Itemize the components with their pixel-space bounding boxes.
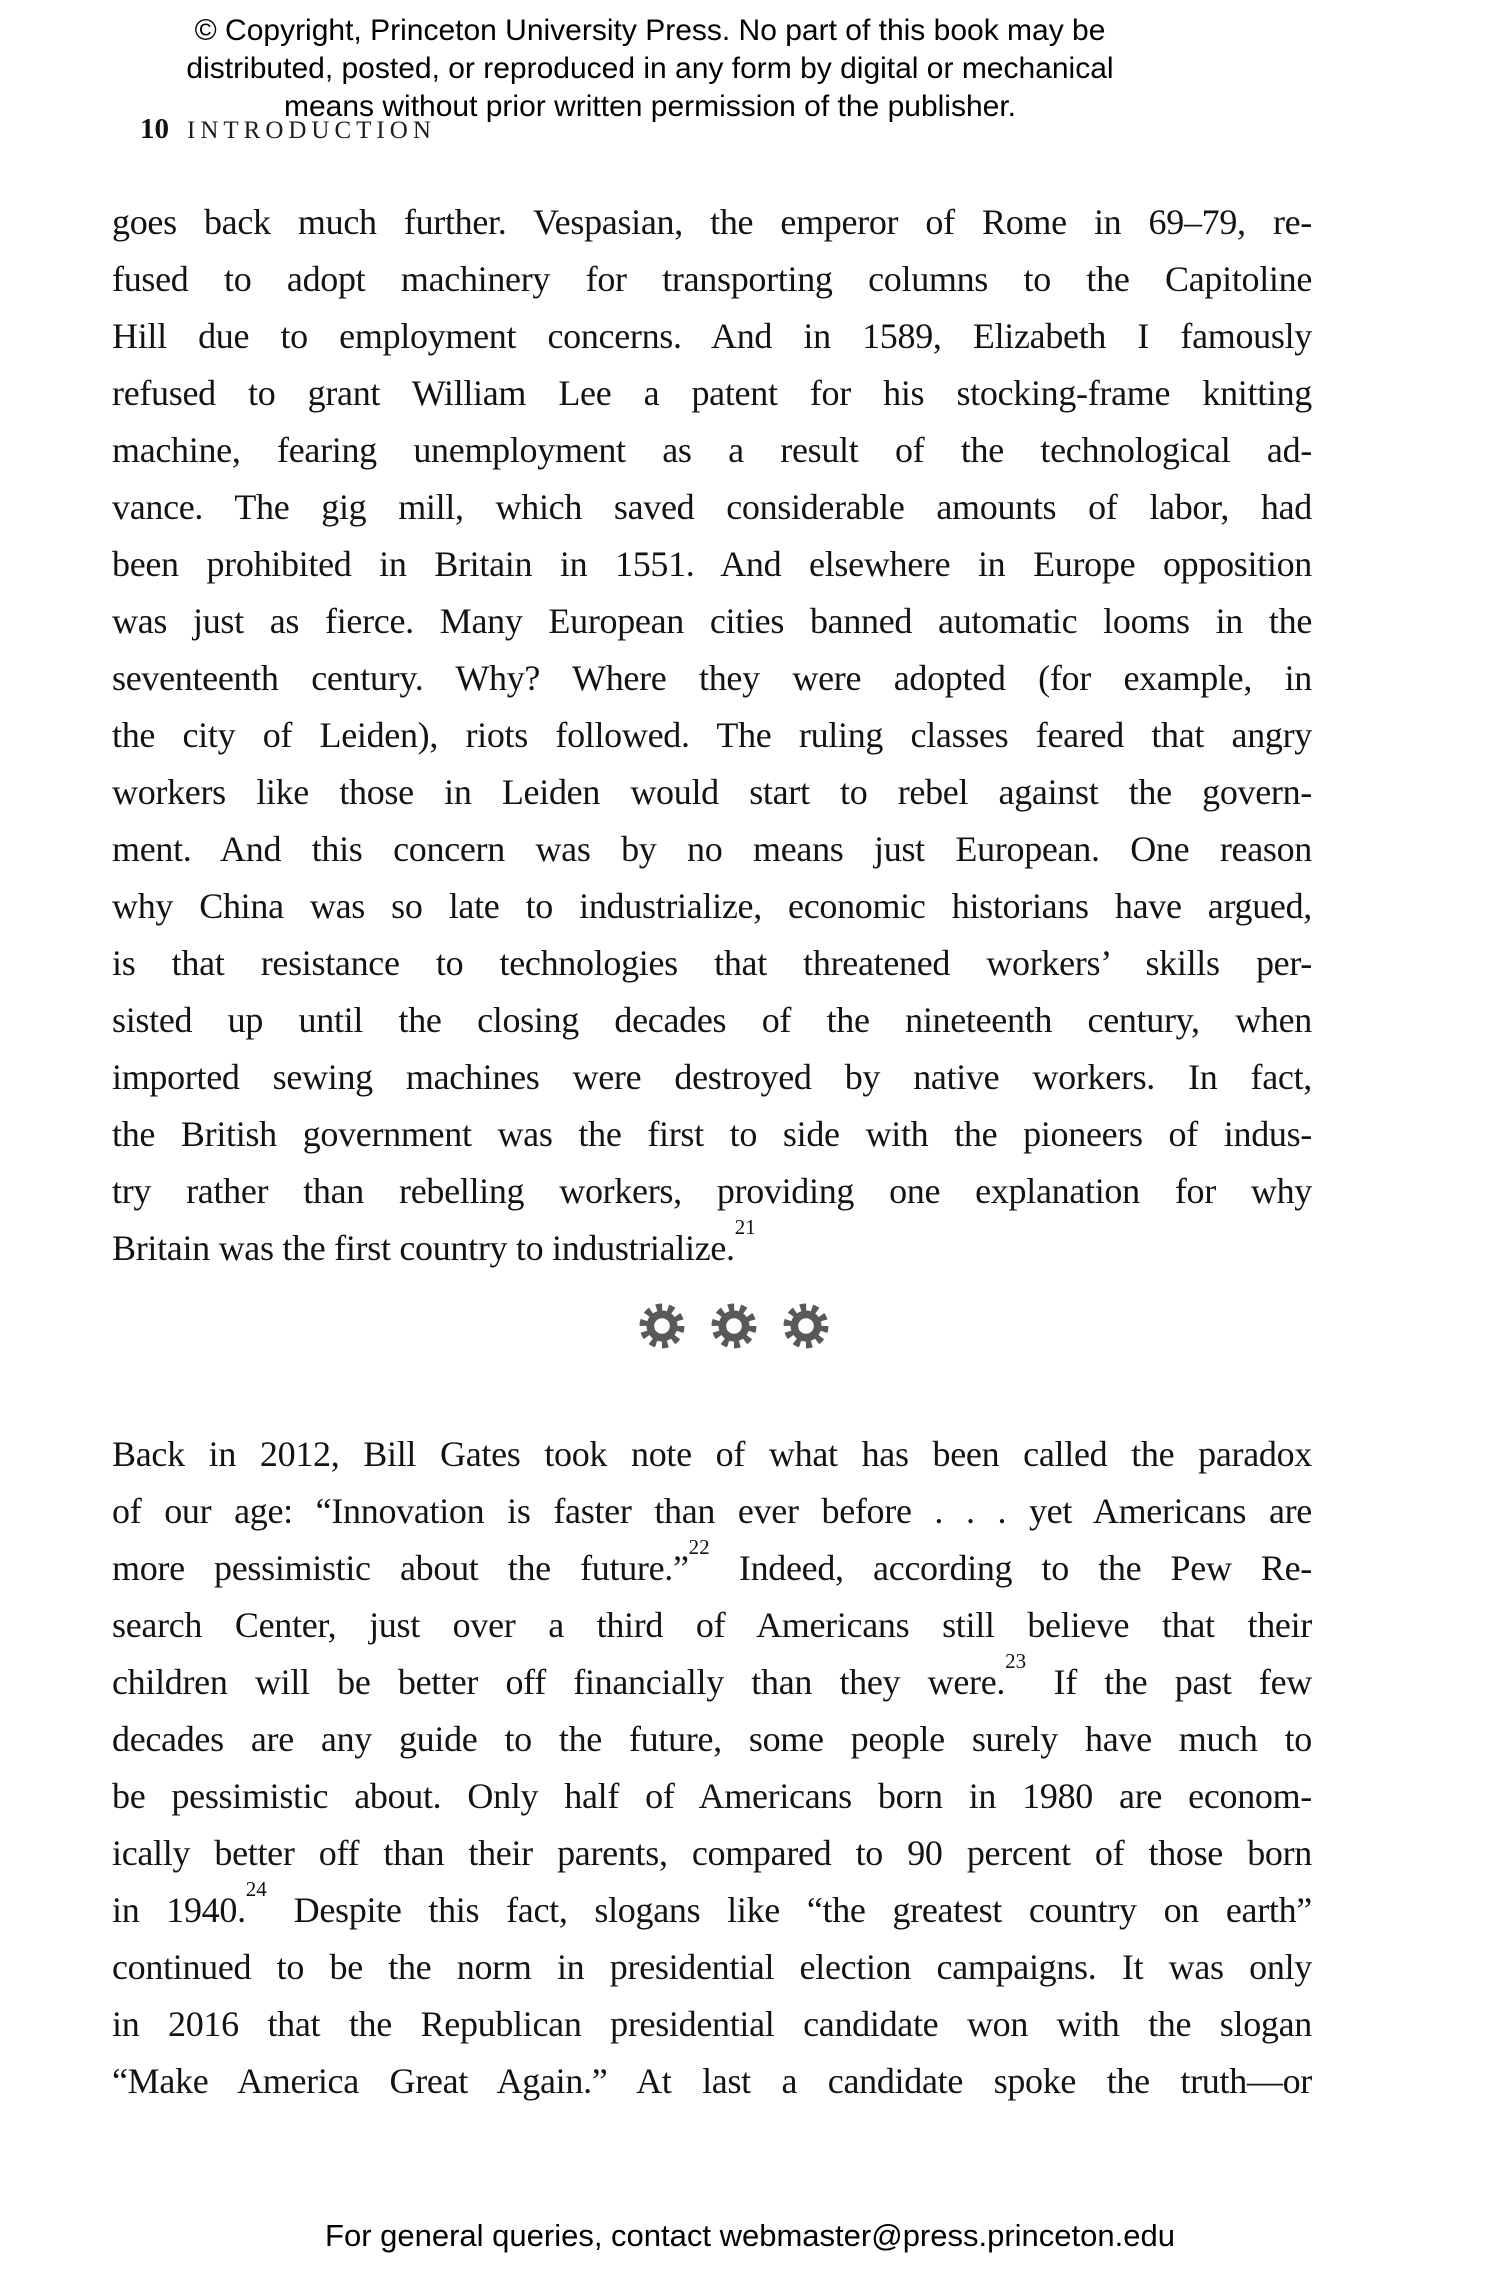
text-line: Back in 2012, Bill Gates took note of what has been called the paradox bbox=[112, 1434, 1312, 1474]
text-line: “Make America Great Again.” At last a candidate spoke the truth—or bbox=[112, 2061, 1312, 2101]
text-line: vance. The gig mill, which saved considerable amounts of labor, had bbox=[112, 487, 1312, 527]
footnote-ref: 21 bbox=[734, 1220, 756, 1239]
text-line: imported sewing machines were destroyed by native workers. In fact, bbox=[112, 1057, 1312, 1097]
copyright-line: means without prior written permission of the publisher. bbox=[283, 90, 1016, 123]
footer-contact-text: For general queries, contact webmaster@press.princeton.edu bbox=[325, 2218, 1175, 2253]
text-line: goes back much further. Vespasian, the emperor of Rome in 69–79, re- bbox=[112, 202, 1312, 242]
gear-icon bbox=[711, 1303, 757, 1349]
text-line: be pessimistic about. Only half of Americans born in 1980 are econom- bbox=[112, 1776, 1312, 1816]
text-line: try rather than rebelling workers, providing one explanation for why bbox=[112, 1171, 1312, 1211]
text-line: machine, fearing unemployment as a result of the technological ad- bbox=[112, 430, 1312, 470]
copyright-line: © Copyright, Princeton University Press. No part of this book may be bbox=[194, 14, 1106, 47]
footnote-ref: 24 bbox=[245, 1882, 267, 1901]
text-line: workers like those in Leiden would start to rebel against the govern- bbox=[112, 772, 1312, 812]
text-line: the British government was the first to side with the pioneers of indus- bbox=[112, 1114, 1312, 1154]
text-line bbox=[112, 1882, 1312, 1939]
text-segment: Indeed, according to the Pew Re- bbox=[709, 1548, 1312, 1588]
text-line: was just as fierce. Many European cities banned automatic looms in the bbox=[112, 601, 1312, 641]
text-line: seventeenth century. Why? Where they were adopted (for example, in bbox=[112, 658, 1312, 698]
running-head-title: INTRODUCTION bbox=[187, 117, 436, 144]
text-segment: more pessimistic about the future.” bbox=[112, 1548, 689, 1588]
text-line: why China was so late to industrialize, economic historians have argued, bbox=[112, 886, 1312, 926]
text-segment: Despite this fact, slogans like “the greatest country on earth” bbox=[266, 1890, 1312, 1930]
text-segment: in 1940. bbox=[112, 1890, 246, 1930]
gear-icon bbox=[783, 1303, 829, 1349]
text-line: Hill due to employment concerns. And in 1589, Elizabeth I famously bbox=[112, 316, 1312, 356]
text-line bbox=[112, 1654, 1312, 1711]
body-paragraph-1 bbox=[112, 194, 1312, 1277]
text-line: decades are any guide to the future, some people surely have much to bbox=[112, 1719, 1312, 1759]
text-line bbox=[112, 1220, 1312, 1277]
text-line: refused to grant William Lee a patent for his stocking-frame knitting bbox=[112, 373, 1312, 413]
text-line: is that resistance to technologies that threatened workers’ skills per- bbox=[112, 943, 1312, 983]
copyright-line: distributed, posted, or reproduced in any form by digital or mechanical bbox=[186, 52, 1114, 85]
text-segment: children will be better off financially than they were. bbox=[112, 1662, 1006, 1702]
text-line: ically better off than their parents, compared to 90 percent of those born bbox=[112, 1833, 1312, 1873]
text-line: fused to adopt machinery for transporting columns to the Capitoline bbox=[112, 259, 1312, 299]
text-line: search Center, just over a third of Americans still believe that their bbox=[112, 1605, 1312, 1645]
text-segment: If the past few bbox=[1026, 1662, 1312, 1702]
text-line: been prohibited in Britain in 1551. And elsewhere in Europe opposition bbox=[112, 544, 1312, 584]
text-line: sisted up until the closing decades of the nineteenth century, when bbox=[112, 1000, 1312, 1040]
section-break-ornament bbox=[134, 1303, 1334, 1349]
footnote-ref: 22 bbox=[688, 1540, 710, 1559]
text-line: continued to be the norm in presidential election campaigns. It was only bbox=[112, 1947, 1312, 1987]
text-segment: Britain was the first country to industrialize. bbox=[112, 1228, 735, 1268]
copyright-notice bbox=[0, 12, 1300, 126]
page-number: 10 bbox=[140, 113, 169, 145]
page-footer bbox=[0, 2218, 1500, 2254]
text-line: ment. And this concern was by no means just European. One reason bbox=[112, 829, 1312, 869]
text-line: of our age: “Innovation is faster than ever before . . . yet Americans are bbox=[112, 1491, 1312, 1531]
text-line bbox=[112, 1540, 1312, 1597]
running-header bbox=[140, 113, 436, 146]
footnote-ref: 23 bbox=[1005, 1654, 1027, 1673]
text-line: the city of Leiden), riots followed. The ruling classes feared that angry bbox=[112, 715, 1312, 755]
gear-icon bbox=[639, 1303, 685, 1349]
text-line: in 2016 that the Republican presidential candidate won with the slogan bbox=[112, 2004, 1312, 2044]
body-paragraph-2 bbox=[112, 1426, 1312, 2110]
